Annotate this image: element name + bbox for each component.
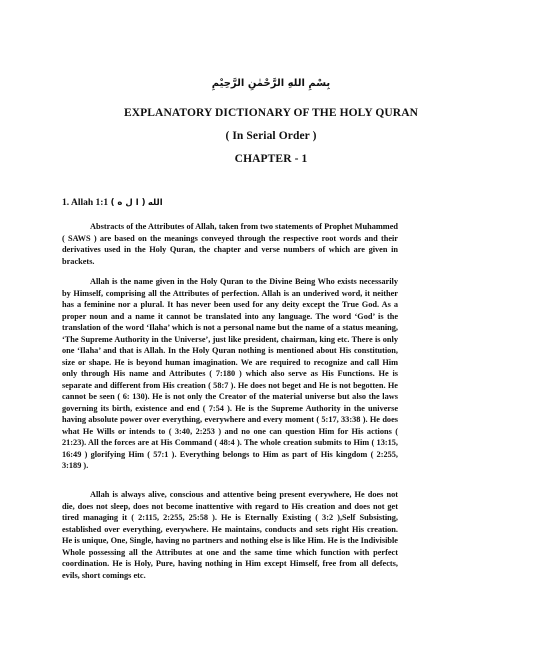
paragraph-allah-name: Allah is the name given in the Holy Quran to the Divine Being Who exists necessarily by Himself, comprising all the Attributes of perfection. Allah is an underived word, it neither has a feminine nor a plural. It has never been used for any deity except the True God. As a proper noun and a name it cannot be translated into any language. The word ‘God’ is the translation of the word ‘Ilaha’ which is not a personal name but the name of a status meaning, ‘The Supreme Authority in the Universe’, just like president, chairman, king etc. There is only one ‘Ilaha’ and that is Allah. In the Holy Quran nothing is mentioned about His constitution, size or shape. He is beyond human imagination. We are required to recognize and call Him only through His name and Attributes ( 7:180 ) which also serve as His Functions. He is separate and different from His creation ( 58:7 ). He does not beget and He is not begotten. He cannot be seen ( 6: 130). He is not only the Creator of the material universe but also the laws governing its birth, existence and end ( 7:54 ). He is the Supreme Authority in the universe having absolute power over everything, everywhere and every moment ( 5:17, 33:38 ). He does what He Wills or intends to ( 3:40, 2:253 ) and no one can question Him for His actions ( 21:23). All the forces are at His Command ( 48:4 ). The whole creation submits to Him ( 13:15, 16:49 ) glorifying Him ( 57:1 ). Everything belongs to Him as part of His kingdom ( 2:255, 3:189 ). [62, 277, 398, 470]
paragraph-allah-alive: Allah is always alive, conscious and attentive being present everywhere, He does not die, does not sleep, does not become inattentive with regard to His creation and does not get tired managing it ( 2:115, 2:255, 25:58 ). He is Eternally Existing ( 3:2 ),Self Subsisting, established over everything, everywhere. He maintains, conducts and sets right His creation. He is unique, One, Single, having no partners and nothing else is like Him. He is the Indivisible Whole possessing all the Attributes at one and the same time which function with perfect coordination. He is Holy, Pure, having nothing in Him except Himself, free from all defects, evils, short comings etc. [62, 490, 398, 580]
entry-heading-prefix: 1. Allah 1:1 [62, 198, 109, 208]
paragraph-abstracts: Abstracts of the Attributes of Allah, taken from two statements of Prophet Muhammed ( SAWS ) are based on the meanings conveyed through the respective root words and their derivatives used in the Holy Quran, the chapter and verse numbers of which are given in brackets. [62, 222, 398, 266]
document-subtitle: ( In Serial Order ) [225, 130, 317, 142]
entry-heading [62, 198, 163, 208]
entry-heading-arabic: الله [147, 198, 163, 208]
document-title: EXPLANATORY DICTIONARY OF THE HOLY QURAN [123, 107, 419, 119]
chapter-heading: CHAPTER - 1 [234, 153, 308, 165]
entry-heading-letters: ( ا ل ه ) [110, 198, 146, 208]
bismillah-line: بِسْمِ اللهِ الرَّحْمٰنِ الرَّحِيْمِ [211, 78, 331, 89]
